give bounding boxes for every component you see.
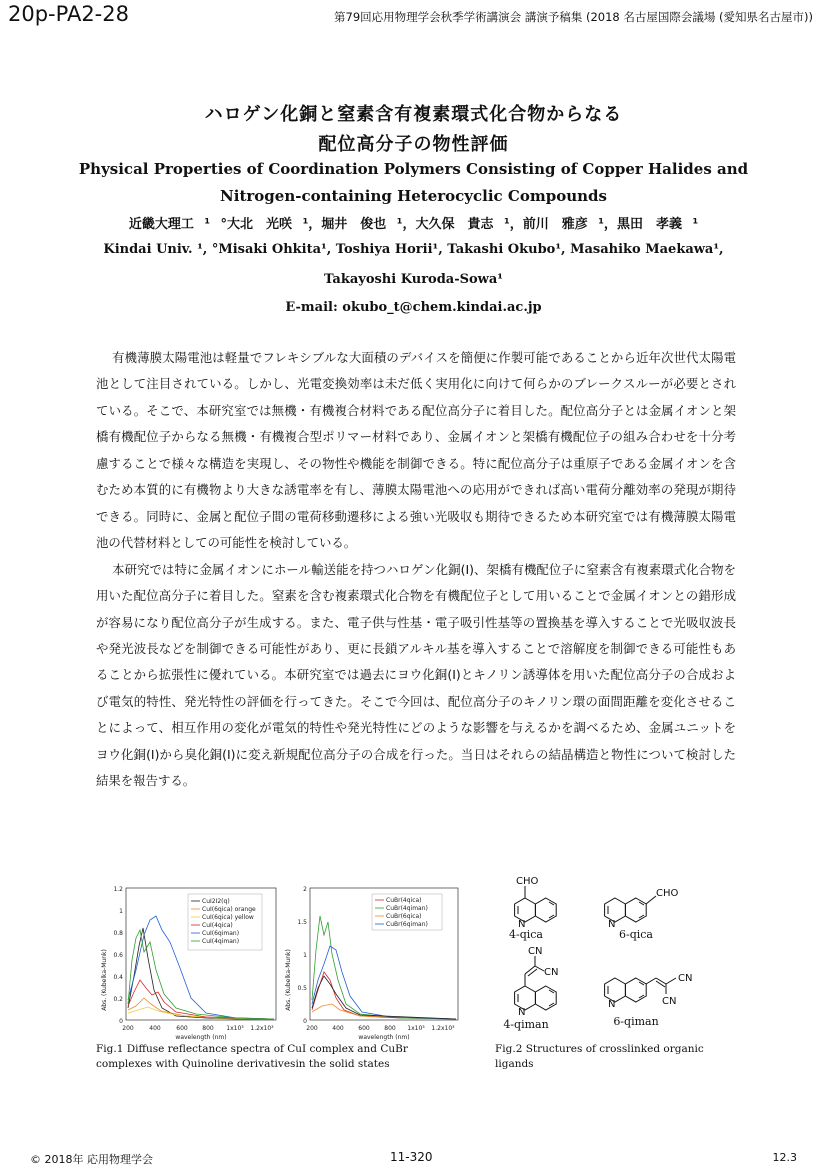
right-xticks [306,1025,455,1032]
series-cubr-6qica [312,1004,456,1019]
svg-text:0.2: 0.2 [113,996,123,1003]
svg-text:CuBr(6qica): CuBr(6qica) [386,913,422,920]
svg-text:CuI(6qica) yellow: CuI(6qica) yellow [202,914,254,921]
svg-text:1.2x10³: 1.2x10³ [250,1025,274,1032]
left-xticks [122,1025,274,1032]
series-cubr-6qiman [312,946,456,1019]
left-xlabel: wavelength (nm) [175,1034,227,1041]
ligand-4-qiman [503,946,558,1031]
footer-copyright: © 2018年 応用物理学会 [30,1153,153,1166]
email: E-mail: okubo_t@chem.kindai.ac.jp [285,300,542,315]
spectrum-cubr-chart [280,880,465,1045]
fig1-caption: Fig.1 Diffuse reflectance spectra of CuI complex and CuBr complexes with Quinoline derivativesin the solid states [96,1043,408,1070]
svg-text:200: 200 [306,1025,318,1032]
series-cubr-4qica [312,972,456,1019]
svg-text:CuI2I2(q): CuI2I2(q) [202,898,230,905]
left-ylabel: Abs. (Kubelka-Munk) [101,949,108,1011]
svg-text:CuI(6qica) orange: CuI(6qica) orange [202,906,256,913]
svg-text:CuBr(4qica): CuBr(4qica) [386,897,422,904]
svg-text:N: N [518,1007,526,1018]
svg-text:600: 600 [358,1025,370,1032]
conference-header: 第79回応用物理学会秋季学術講演会 講演予稿集 (2018 名古屋国際会議場 (愛知県名古屋市)) [334,10,813,24]
svg-text:CN: CN [662,996,677,1007]
paper-code: 20p-PA2-28 [8,2,129,26]
title-en-line1: Physical Properties of Coordination Polymers Consisting of Copper Halides and [78,160,749,178]
right-ylabel: Abs. (Kubelka-Munk) [285,949,292,1011]
series-cui-6qica-yellow [128,1007,274,1019]
svg-text:1.2x10³: 1.2x10³ [431,1025,455,1032]
title-en-line2: Nitrogen-containing Heterocyclic Compounds [220,187,607,205]
svg-text:400: 400 [332,1025,344,1032]
svg-text:0.8: 0.8 [113,930,123,937]
svg-text:0: 0 [303,1018,307,1025]
series-cubr-dark [312,976,456,1019]
svg-text:6-qiman: 6-qiman [613,1015,659,1028]
title-ja-line2: 配位高分子の物性評価 [318,134,509,155]
ligand-6-qica [605,888,679,941]
svg-text:4-qica: 4-qica [509,928,543,941]
footer-page-number: 11-320 [390,1150,433,1164]
series-cubr-4qiman [312,916,456,1019]
fig2-caption: Fig.2 Structures of crosslinked organic ligands [495,1043,704,1070]
paragraph-1: 有機薄膜太陽電池は軽量でフレキシブルな大面積のデバイスを簡便に作製可能であることから近年次世代太陽電池として注目されている。しかし、光電変換効率は未だ低く実用化に向けて何らかのブレークスルーが必要とされている。そこで、本研究室では無機・有機複合材料である配位高分子に着目した。配位高分子とは金属イオンと架橋有機配位子からなる無機・有機複合型ポリマー材料であり、金属イオンと架橋有機配位子の組み合わせを十分考慮することで様々な構造を実現し、その物性や機能を制御できる。特に配位高分子は重原子である金属イオンを含むため本質的に有機物より大きな誘電率を有し、薄膜太陽電池への応用ができれば高い電荷分離効率の発現が期待できる。同時に、金属と配位子間の電荷移動遷移による強い光吸収も期待できるため本研究室では有機薄膜太陽電池の代替材料としての可能性を検討している。 [96,350,736,551]
svg-text:CN: CN [528,946,543,957]
svg-text:CuI(4qica): CuI(4qica) [202,922,233,929]
svg-text:1.2: 1.2 [113,886,123,893]
left-yticks [113,886,123,1025]
svg-text:CHO: CHO [656,888,679,899]
svg-text:1: 1 [119,908,123,915]
svg-text:0.6: 0.6 [113,952,123,959]
svg-text:1.5: 1.5 [297,919,307,926]
paragraph-2: 本研究では特に金属イオンにホール輸送能を持つハロゲン化銅(I)、架橋有機配位子に窒素含有複素環式化合物を用いた配位高分子に着目した。窒素を含む複素環式化合物を有機配位子として用いることで金属イオンとの錯形成が容易になり配位高分子が生成する。また、電子供与性基・電子吸引性基等の置換基を導入することで光吸収波長や発光波長などを制御できる可能性があり、更に長鎖アルキル基を導入することで溶解度を制御できる可能性もあることから拡張性に優れている。本研究室では過去にヨウ化銅(I)とキノリン誘導体を用いた配位高分子の合成および電気的特性、発光特性の評価を行ってきた。そこで今回は、配位高分子のキノリン環の面間距離を変化させることによって、相互作用の変化が電気的特性や発光特性にどのような影響を与えるかを調べるため、金属ユニットをヨウ化銅(I)から臭化銅(I)に変え新規配位高分子の合成を行った。当日はそれらの結晶構造と物性について検討した結果を報告する。 [96,561,736,789]
svg-text:CuBr(6qiman): CuBr(6qiman) [386,921,428,928]
ligand-6-qiman [605,973,693,1028]
svg-text:0: 0 [119,1018,123,1025]
spectrum-cui-chart [96,880,286,1045]
svg-text:1x10³: 1x10³ [407,1025,425,1032]
svg-text:CuBr(4qiman): CuBr(4qiman) [386,905,428,912]
body-text [96,345,736,795]
footer-code: 12.3 [772,1151,797,1164]
svg-text:CN: CN [678,973,693,984]
svg-text:6-qica: 6-qica [619,928,653,941]
title-ja-line1: ハロゲン化銅と窒素含有複素環式化合物からなる [204,104,623,125]
series-cui-4qica [128,980,274,1019]
svg-text:N: N [608,999,616,1010]
svg-text:0.4: 0.4 [113,974,123,981]
right-xlabel: wavelength (nm) [358,1034,410,1041]
authors-ja: 近畿大理工 ¹ °大北 光咲 ¹，堀井 俊也 ¹，大久保 貴志 ¹，前川 雅彦 ¹，黒田 孝義 ¹ [128,217,699,232]
svg-text:800: 800 [384,1025,396,1032]
svg-text:CN: CN [544,967,559,978]
svg-text:4-qiman: 4-qiman [503,1018,549,1031]
svg-text:CuI(6qiman): CuI(6qiman) [202,930,240,937]
svg-text:N: N [608,919,616,930]
right-yticks [297,886,307,1025]
svg-text:N: N [518,919,526,930]
ligand-structures [490,870,750,1040]
svg-text:2: 2 [303,886,307,893]
svg-text:600: 600 [176,1025,188,1032]
svg-text:200: 200 [122,1025,134,1032]
authors-en-line2: Takayoshi Kuroda-Sowa¹ [323,272,503,287]
svg-text:CHO: CHO [516,876,539,887]
authors-en-line1: Kindai Univ. ¹, °Misaki Ohkita¹, Toshiya Horii¹, Takashi Okubo¹, Masahiko Maekawa¹, [103,242,724,257]
svg-text:0.5: 0.5 [297,985,307,992]
ligand-4-qica [509,876,556,941]
svg-text:800: 800 [202,1025,214,1032]
svg-text:400: 400 [149,1025,161,1032]
svg-text:1x10³: 1x10³ [226,1025,244,1032]
svg-text:CuI(4qiman): CuI(4qiman) [202,938,240,945]
svg-text:1: 1 [303,952,307,959]
